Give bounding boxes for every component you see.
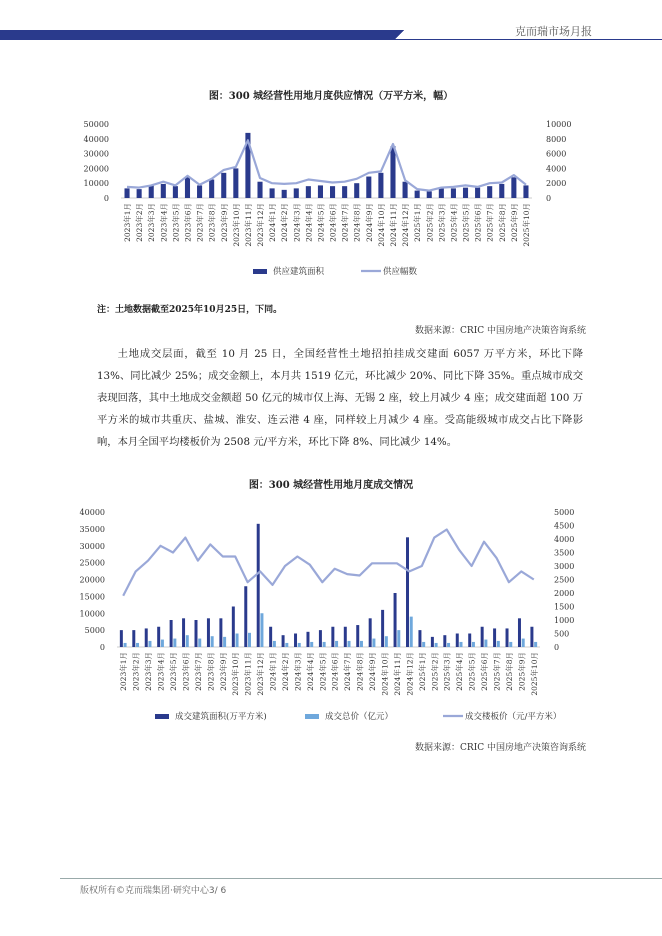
x-tick-label: 2025年5月 [467, 652, 477, 691]
bar-total-price [447, 643, 450, 647]
x-tick-label: 2023年9月 [218, 652, 228, 691]
chart1-title: 图：300 城经营性用地月度供应情况（万平方米，幅） [208, 91, 454, 102]
x-tick-label: 2024年11月 [388, 203, 398, 247]
y-right-tick-label: 0 [546, 194, 552, 203]
bar-total-price [223, 637, 226, 647]
x-tick-label: 2023年5月 [171, 203, 181, 242]
bar-total-price [335, 641, 338, 647]
y-right-tick-label: 3500 [554, 548, 575, 558]
bar-area [431, 637, 434, 647]
bar-total-price [509, 642, 512, 647]
transaction-chart [0, 500, 662, 735]
x-tick-label: 2024年1月 [268, 652, 278, 691]
y-right-tick-label: 8000 [546, 134, 567, 144]
data-note: 注：土地数据截至2025年10月25日，下同。 [97, 305, 283, 315]
x-tick-label: 2025年4月 [449, 203, 459, 242]
y-left-tick-label: 20000 [79, 575, 105, 585]
bar-total-price [148, 641, 151, 647]
bar-area [257, 182, 262, 198]
legend-swatch-bar [305, 714, 319, 719]
x-tick-label: 2023年1月 [119, 652, 129, 691]
bar-total-price [348, 641, 351, 647]
y-left-tick-label: 40000 [83, 134, 109, 144]
y-left-tick-label: 50000 [83, 120, 109, 129]
x-tick-label: 2023年5月 [168, 652, 178, 691]
bar-area [244, 586, 247, 647]
x-tick-label: 2024年11月 [392, 652, 402, 696]
y-left-tick-label: 10000 [79, 609, 105, 619]
bar-area [306, 632, 309, 647]
bar-area [294, 188, 299, 198]
bar-area [356, 625, 359, 647]
legend-label: 成交总价（亿元） [325, 712, 394, 722]
x-tick-label: 2023年3月 [144, 652, 154, 691]
x-tick-label: 2023年10月 [231, 203, 241, 247]
bar-total-price [323, 642, 326, 647]
y-right-tick-label: 1500 [554, 602, 575, 612]
y-left-tick-label: 30000 [79, 541, 105, 551]
bar-area [137, 189, 142, 198]
y-right-tick-label: 10000 [546, 120, 572, 129]
y-right-tick-label: 4000 [554, 535, 575, 544]
bar-area [381, 610, 384, 647]
x-tick-label: 2023年8月 [207, 203, 217, 242]
bar-area [378, 173, 383, 198]
bar-area [282, 635, 285, 647]
x-tick-label: 2024年9月 [364, 203, 374, 242]
x-tick-label: 2024年6月 [328, 203, 338, 242]
x-tick-label: 2025年8月 [497, 203, 507, 242]
bar-total-price [397, 630, 400, 647]
x-tick-label: 2024年5月 [316, 203, 326, 242]
bar-area [132, 630, 135, 647]
x-tick-label: 2025年3月 [437, 203, 447, 242]
bar-area [493, 628, 496, 647]
bar-total-price [198, 639, 201, 647]
bar-area [219, 618, 222, 647]
x-tick-label: 2025年9月 [517, 652, 527, 691]
x-tick-label: 2025年1月 [413, 203, 423, 242]
bar-total-price [285, 643, 288, 647]
footer-rule [60, 878, 662, 879]
data-source-2: 数据来源：CRIC 中国房地产决策咨询系统 [415, 743, 586, 753]
x-tick-label: 2023年7月 [195, 203, 205, 242]
bar-total-price [211, 636, 214, 647]
x-tick-label: 2023年6月 [183, 203, 193, 242]
x-tick-label: 2024年10月 [376, 203, 386, 247]
x-tick-label: 2024年7月 [340, 203, 350, 242]
y-right-tick-label: 1000 [554, 616, 575, 625]
bar-area [207, 618, 210, 647]
x-tick-label: 2025年4月 [455, 652, 465, 691]
y-left-tick-label: 10000 [83, 179, 109, 189]
x-tick-label: 2023年3月 [147, 203, 157, 242]
y-left-tick-label: 5000 [84, 626, 105, 636]
bar-area [418, 630, 421, 647]
bar-total-price [522, 639, 525, 647]
y-left-tick-label: 15000 [79, 592, 105, 602]
bar-total-price [372, 639, 375, 647]
y-right-tick-label: 2000 [546, 179, 567, 189]
y-right-tick-label: 6000 [546, 149, 567, 159]
bar-total-price [298, 643, 301, 647]
x-tick-label: 2025年7月 [485, 203, 495, 242]
bar-total-price [385, 636, 388, 647]
x-tick-label: 2023年8月 [206, 652, 216, 691]
bar-area [390, 146, 395, 198]
data-source-1: 数据来源：CRIC 中国房地产决策咨询系统 [415, 326, 586, 336]
x-tick-label: 2024年2月 [280, 203, 290, 242]
x-tick-label: 2023年6月 [181, 652, 191, 691]
x-tick-label: 2025年8月 [504, 652, 514, 691]
x-tick-label: 2023年1月 [123, 203, 133, 242]
bar-area [173, 186, 178, 198]
bar-area [511, 177, 516, 198]
x-tick-label: 2025年2月 [430, 652, 440, 691]
bar-total-price [273, 641, 276, 647]
footer-copyright: 版权所有©克而瑞集团·研究中心3/ 6 [80, 886, 227, 896]
bar-area [342, 186, 347, 198]
bar-area [394, 593, 397, 647]
bar-area [282, 190, 287, 198]
y-left-tick-label: 0 [103, 194, 109, 203]
bar-area [506, 628, 509, 647]
x-tick-label: 2025年10月 [521, 203, 531, 247]
y-right-tick-label: 2000 [554, 589, 575, 598]
bar-area [197, 185, 202, 198]
bar-total-price [410, 617, 413, 647]
bar-total-price [435, 643, 438, 647]
x-tick-label: 2023年12月 [256, 203, 266, 247]
y-right-tick-label: 2500 [554, 575, 575, 585]
x-tick-label: 2024年8月 [355, 652, 365, 691]
x-tick-label: 2025年7月 [492, 652, 502, 691]
bar-area [125, 188, 130, 198]
bar-total-price [310, 642, 313, 647]
bar-area [463, 188, 468, 198]
bar-total-price [360, 641, 363, 647]
bar-area [366, 177, 371, 198]
x-tick-label: 2025年1月 [417, 652, 427, 691]
bar-area [232, 607, 235, 648]
x-tick-label: 2024年4月 [305, 652, 315, 691]
bar-area [185, 177, 190, 198]
bar-area [195, 620, 198, 647]
bar-total-price [260, 613, 263, 647]
bar-area [331, 627, 334, 647]
bar-area [518, 618, 521, 647]
bar-area [415, 191, 420, 198]
x-tick-label: 2023年2月 [131, 652, 141, 691]
bar-area [439, 188, 444, 198]
x-tick-label: 2023年9月 [219, 203, 229, 242]
x-tick-label: 2023年4月 [159, 203, 169, 242]
legend-label: 供应建筑面积 [273, 267, 325, 277]
x-tick-label: 2024年2月 [280, 652, 290, 691]
x-tick-label: 2024年10月 [380, 652, 390, 696]
y-right-tick-label: 4500 [554, 521, 575, 531]
x-tick-label: 2024年7月 [343, 652, 353, 691]
bar-total-price [472, 642, 475, 647]
x-tick-label: 2025年6月 [480, 652, 490, 691]
x-tick-label: 2024年4月 [304, 203, 314, 242]
bar-area [406, 537, 409, 647]
bar-area [318, 185, 323, 198]
bar-area [369, 618, 372, 647]
bar-area [403, 182, 408, 198]
bar-area [221, 173, 226, 198]
x-tick-label: 2024年12月 [405, 652, 415, 696]
bar-total-price [534, 642, 537, 647]
bar-area [120, 630, 123, 647]
x-tick-label: 2024年6月 [330, 652, 340, 691]
bar-area [499, 184, 504, 198]
bar-total-price [484, 640, 487, 647]
x-tick-label: 2025年9月 [509, 203, 519, 242]
bar-total-price [497, 641, 500, 647]
bar-area [487, 186, 492, 198]
bar-total-price [136, 643, 139, 647]
supply-chart [0, 112, 662, 312]
bar-area [269, 627, 272, 647]
bar-area [530, 627, 533, 647]
y-right-tick-label: 4000 [546, 164, 567, 174]
bar-area [270, 188, 275, 198]
bar-area [145, 628, 148, 647]
report-title: 克而瑞市场月报 [515, 25, 592, 38]
bar-area [161, 184, 166, 198]
bar-area [294, 634, 297, 648]
bar-area [149, 185, 154, 198]
bar-area [319, 630, 322, 647]
bar-area [427, 191, 432, 198]
bar-area [456, 634, 459, 648]
legend-label: 供应幅数 [383, 267, 418, 277]
bar-area [233, 168, 238, 198]
bar-area [468, 634, 471, 648]
bar-total-price [173, 639, 176, 647]
y-right-tick-label: 500 [554, 629, 570, 639]
bar-total-price [161, 640, 164, 647]
x-tick-label: 2024年12月 [401, 203, 411, 247]
bar-area [209, 180, 214, 199]
bar-area [170, 620, 173, 647]
x-tick-label: 2023年12月 [256, 652, 266, 696]
x-tick-label: 2023年2月 [135, 203, 145, 242]
y-left-tick-label: 35000 [79, 524, 105, 534]
bar-total-price [124, 643, 127, 647]
bar-area [481, 627, 484, 647]
x-tick-label: 2023年4月 [156, 652, 166, 691]
y-right-tick-label: 0 [554, 643, 560, 652]
bar-area [443, 635, 446, 647]
land-transaction-paragraph: 土地成交层面，截至 10 月 25 日，全国经营性土地招拍挂成交建面 6057 万平方米，环比下降 13%、同比减少 25%；成交金额上，本月共 1519 亿元，环比减少 20%、同比下降 35%。重点城市成交表现回落，其中土地成交金额超 50 亿元的城市仅上海、无锡 2 座，较上月减少 4 座；成交建面超 100 万平方米的城市共重庆、盐城、淮安、连云港 4 座，同样较上月减少 4 座。受高能级城市成交占比下降影响，本月全国平均楼板价为 2508 元/平方米，环比下降 8%、同比减少 14%。 [97, 348, 583, 448]
bar-area [475, 188, 480, 198]
y-left-tick-label: 25000 [79, 558, 105, 568]
x-tick-label: 2024年1月 [268, 203, 278, 242]
legend-label: 成交建筑面积(万平方米) [175, 712, 267, 722]
bar-area [344, 627, 347, 647]
y-right-tick-label: 3000 [554, 562, 575, 571]
legend-swatch-bar [253, 269, 267, 274]
x-tick-label: 2025年10月 [529, 652, 539, 696]
y-left-tick-label: 20000 [83, 164, 109, 174]
x-tick-label: 2024年9月 [368, 652, 378, 691]
bar-area [330, 186, 335, 198]
bar-area [182, 618, 185, 647]
x-tick-label: 2023年11月 [243, 652, 253, 696]
x-tick-label: 2023年10月 [231, 652, 241, 696]
x-tick-label: 2024年3月 [293, 652, 303, 691]
bar-area [157, 627, 160, 647]
bar-area [354, 183, 359, 198]
x-tick-label: 2024年8月 [352, 203, 362, 242]
bar-area [257, 524, 260, 647]
y-left-tick-label: 40000 [79, 508, 105, 517]
x-tick-label: 2025年6月 [473, 202, 483, 242]
x-tick-label: 2025年2月 [425, 203, 435, 242]
line-series [123, 530, 534, 596]
header-rule [0, 39, 662, 40]
bar-area [306, 186, 311, 198]
x-tick-label: 2024年3月 [292, 203, 302, 242]
bar-total-price [248, 633, 251, 647]
x-tick-label: 2024年5月 [318, 652, 328, 691]
y-left-tick-label: 0 [99, 643, 105, 652]
bar-total-price [236, 634, 239, 648]
y-left-tick-label: 30000 [83, 149, 109, 159]
x-tick-label: 2023年7月 [193, 652, 203, 691]
legend-swatch-bar [155, 714, 169, 719]
x-tick-label: 2025年3月 [442, 652, 452, 691]
x-tick-label: 2025年5月 [461, 203, 471, 242]
bar-total-price [186, 635, 189, 647]
chart2-title: 图：300 城经营性用地月度成交情况 [248, 480, 414, 491]
bar-total-price [422, 642, 425, 647]
bar-area [523, 185, 528, 198]
bar-total-price [460, 642, 463, 647]
bar-area [451, 188, 456, 198]
y-right-tick-label: 5000 [554, 508, 575, 517]
x-tick-label: 2023年11月 [243, 202, 253, 247]
legend-label: 成交楼板价（元/平方米） [465, 712, 562, 722]
